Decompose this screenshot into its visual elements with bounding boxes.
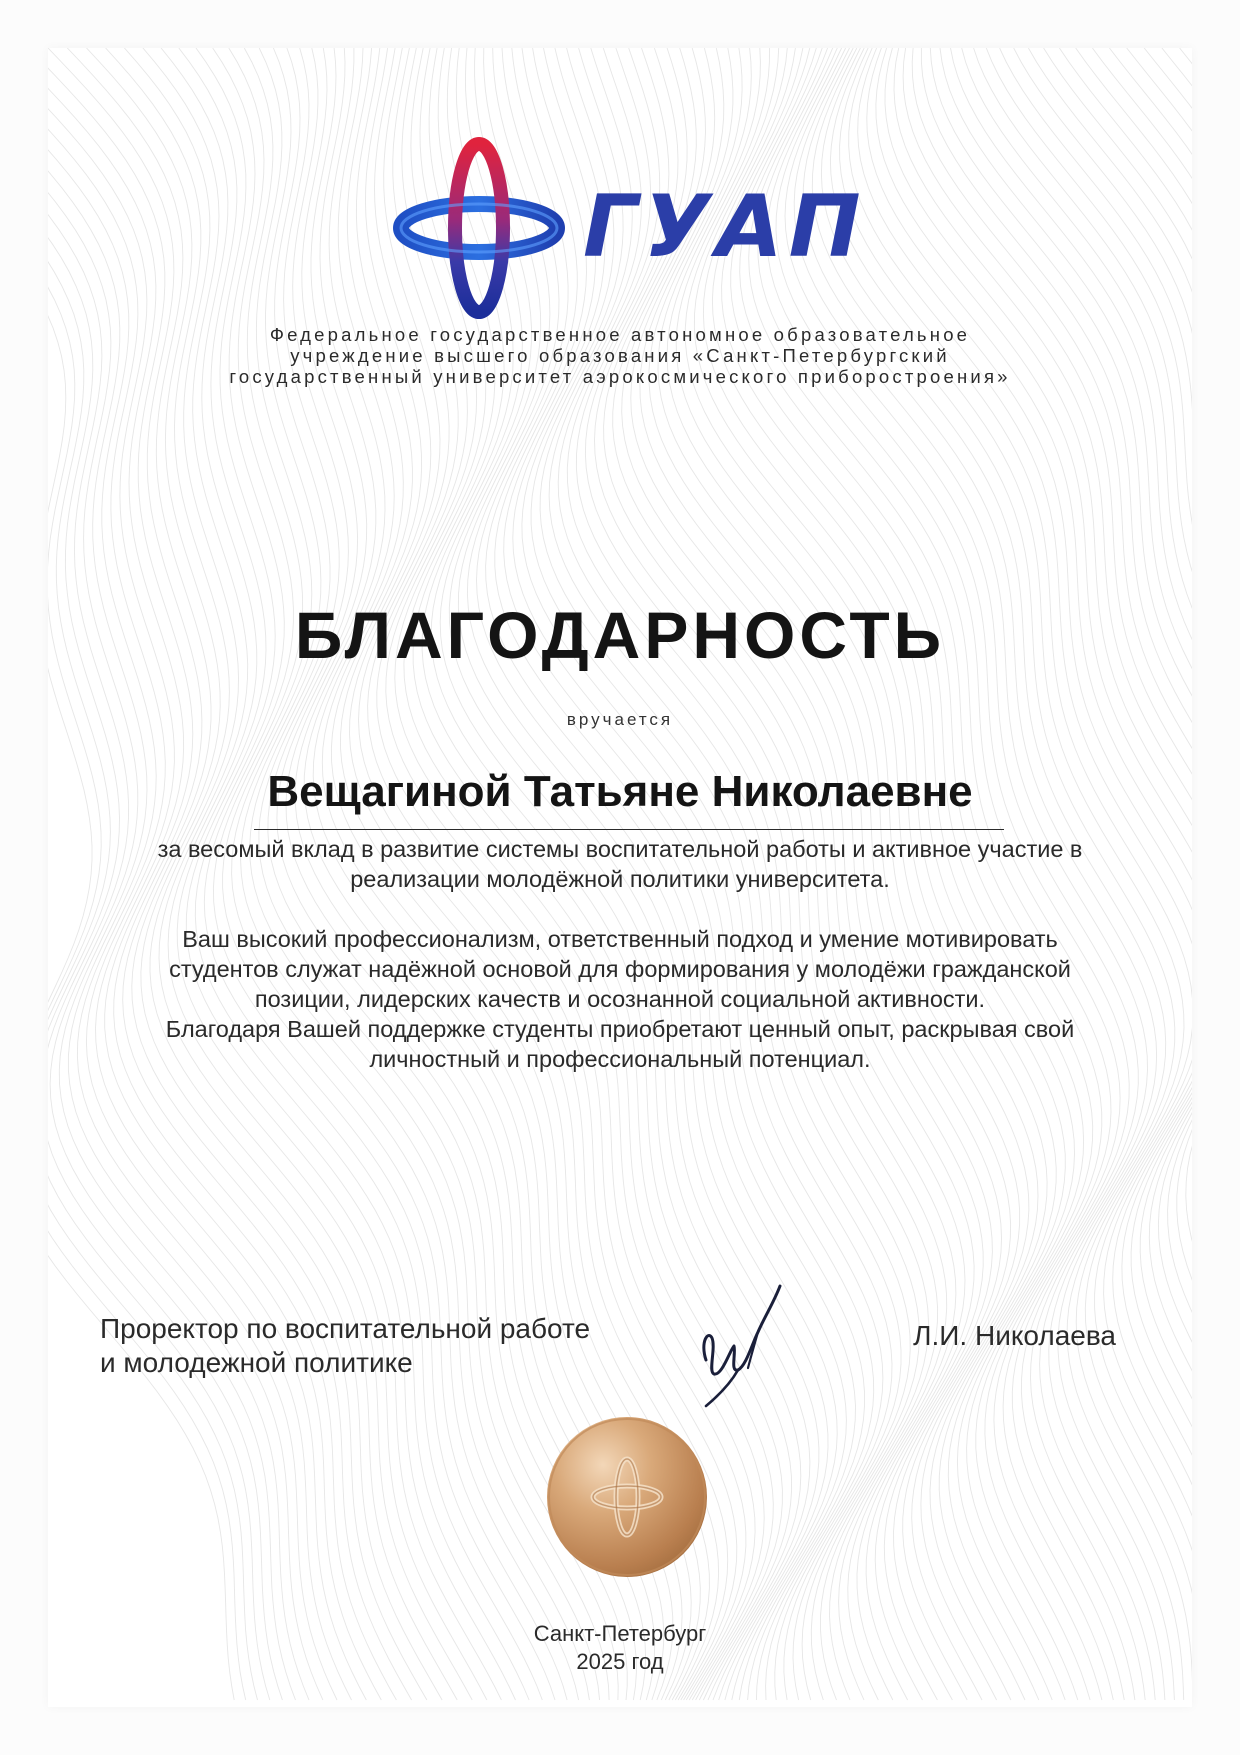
organization-name [120,324,1120,387]
appreciation-line: Ваш высокий профессионализм, ответственный подход и умение мотивировать [182,926,1058,952]
recipient-name: Вещагиной Татьяне Николаевне [267,767,973,816]
citation-paragraph [98,834,1142,894]
signatory-name: Л.И. Николаева [913,1320,1116,1351]
certificate-sheet [48,48,1192,1707]
issue-place-date [48,1620,1192,1676]
signatory-position [100,1312,590,1380]
appreciation-line: позиции, лидерских качеств и осознанной социальной активности. [254,986,986,1012]
appreciation-line: студентов служат надёжной основой для формирования у молодёжи гражданской [169,956,1071,982]
organization-line: государственный университет аэрокосмического приборостроения» [229,366,1011,387]
awarded-label: вручается [566,710,674,729]
guap-logo [393,100,943,340]
organization-line: Федеральное государственное автономное образовательное [269,324,971,345]
recipient-underline [254,829,1004,830]
position-line: и молодежной политике [100,1347,413,1378]
organization-line: учреждение высшего образования «Санкт-Петербургский [290,345,950,366]
position-line: Проректор по воспитательной работе [100,1313,591,1344]
issue-year: 2025 год [576,1649,664,1674]
appreciation-paragraph [98,924,1142,1074]
gold-foil-seal-icon [544,1414,710,1580]
certificate-title: БЛАГОДАРНОСТЬ [294,598,946,672]
appreciation-line: Благодаря Вашей поддержке студенты приобретают ценный опыт, раскрывая свой [165,1016,1075,1042]
handwritten-signature [678,1280,798,1410]
issue-city: Санкт-Петербург [533,1621,707,1646]
logo-wordmark: ГУАП [583,177,867,277]
guap-emblem-icon [393,100,943,340]
citation-line: за весомый вклад в развитие системы воспитательной работы и активное участие в [157,836,1083,862]
appreciation-line: личностный и профессиональный потенциал. [369,1046,871,1072]
citation-line: реализации молодёжной политики университета. [350,866,890,892]
